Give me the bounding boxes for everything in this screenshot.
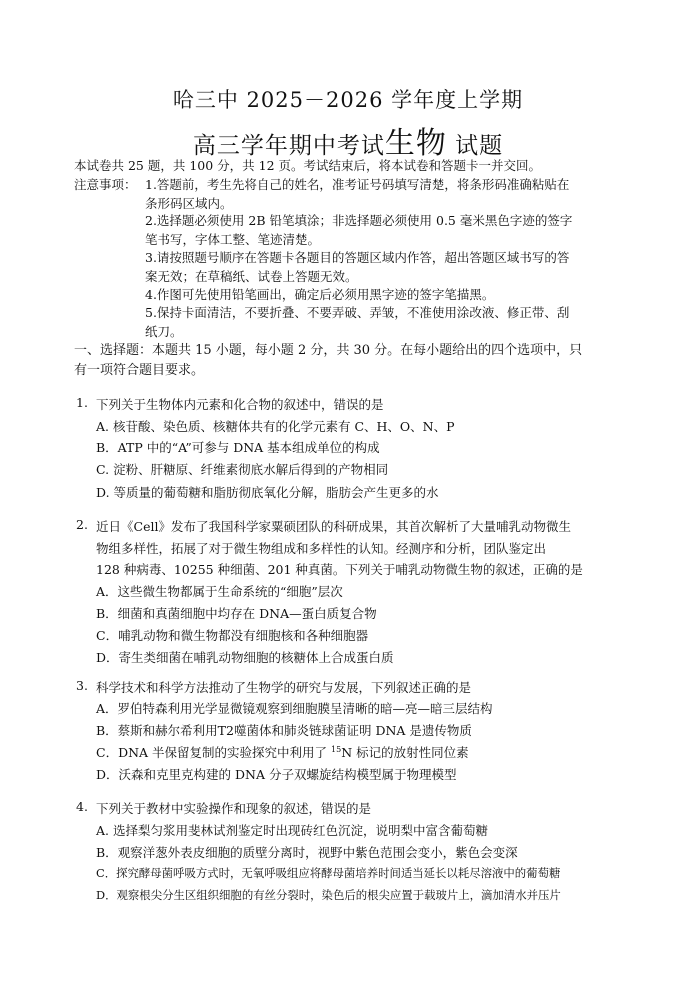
question-3-number: 3. <box>76 678 88 693</box>
question-3-option-d: D．沃森和克里克构建的 DNA 分子双螺旋结构模型属于物理模型 <box>96 767 457 782</box>
subtitle-part2: 试题 <box>446 133 504 159</box>
note-5-line2: 纸刀。 <box>145 324 183 339</box>
question-4-stem: 下列关于教材中实验操作和现象的叙述，错误的是 <box>96 801 372 816</box>
question-3-option-c-text-end: N 标记的放射性同位素 <box>341 745 469 760</box>
subject-name: 生物 <box>384 126 447 161</box>
section-heading-line2: 有一项符合题目要求。 <box>74 363 205 378</box>
question-2-option-c: C．哺乳动物和微生物都没有细胞核和各种细胞器 <box>96 628 369 643</box>
question-4-option-d: D．观察根尖分生区组织细胞的有丝分裂时，染色后的根尖应置于载玻片上，滴加清水并压片 <box>96 888 561 902</box>
note-2-line2: 笔书写，字体工整、笔迹清楚。 <box>145 232 321 247</box>
question-1-number: 1. <box>76 395 88 410</box>
exam-title: 哈三中 2025－2026 学年度上学期 <box>172 88 524 112</box>
question-4-option-a: A. 选择梨匀浆用斐林试剂鉴定时出现砖红色沉淀，说明梨中富含葡萄糖 <box>96 823 488 838</box>
notes-label: 注意事项： <box>74 177 137 192</box>
question-2-option-b: B．细菌和真菌细胞中均存在 DNA—蛋白质复合物 <box>96 606 377 621</box>
subtitle-part1: 高三学年期中考试 <box>192 133 385 159</box>
question-2-stem-line3: 128 种病毒、10255 种细菌、201 种真菌。下列关于哺乳动物微生物的叙述，正确的是 <box>96 562 583 577</box>
question-2-stem-line1: 近日《Cell》发布了我国科学家粟硕团队的科研成果，其首次解析了大量哺乳动物微生 <box>96 519 571 534</box>
question-1-option-c: C. 淀粉、肝糖原、纤维素彻底水解后得到的产物相同 <box>96 462 389 477</box>
note-4: 4.作图可先使用铅笔画出，确定后必须用黑字迹的签字笔描黑。 <box>145 287 495 302</box>
note-3-line1: 3.请按照题号顺序在答题卡各题目的答题区域内作答，超出答题区域书写的答 <box>145 250 570 265</box>
question-3-option-c-text: C．DNA 半保留复制的实验探究中利用了 <box>96 745 331 760</box>
note-3-line2: 案无效；在草稿纸、试卷上答题无效。 <box>145 269 358 284</box>
note-5-line1: 5.保持卡面清洁，不要折叠、不要弄破、弄皱，不准使用涂改液、修正带、刮 <box>145 305 570 320</box>
isotope-mass-number: 15 <box>331 745 342 754</box>
question-1-stem: 下列关于生物体内元素和化合物的叙述中，错误的是 <box>96 397 384 412</box>
question-3-option-b: B．蔡斯和赫尔希利用T2噬菌体和肺炎链球菌证明 DNA 是遗传物质 <box>96 723 472 738</box>
question-2-stem-line2: 物组多样性，拓展了对于微生物组成和多样性的认知。经测序和分析，团队鉴定出 <box>96 541 547 556</box>
note-1-line1: 1.答题前，考生先将自己的姓名，准考证号码填写清楚，将条形码准确粘贴在 <box>145 177 570 192</box>
question-3-option-a: A．罗伯特森利用光学显微镜观察到细胞膜呈清晰的暗—亮—暗三层结构 <box>96 701 493 716</box>
question-4-option-b: B．观察洋葱外表皮细胞的质壁分离时，视野中紫色范围会变小，紫色会变深 <box>96 845 518 860</box>
question-2-number: 2. <box>76 517 88 532</box>
question-2-option-a: A．这些微生物都属于生命系统的“细胞”层次 <box>96 584 343 599</box>
question-3-stem: 科学技术和科学方法推动了生物学的研究与发展，下列叙述正确的是 <box>96 680 472 695</box>
note-1-line2: 条形码区域内。 <box>145 196 233 211</box>
question-1-option-d: D. 等质量的葡萄糖和脂肪彻底氧化分解，脂肪会产生更多的水 <box>96 485 439 500</box>
question-4-number: 4. <box>76 799 88 814</box>
question-2-option-d: D．寄生类细菌在哺乳动物细胞的核糖体上合成蛋白质 <box>96 650 394 665</box>
section-heading-line1: 一、选择题：本题共 15 小题，每小题 2 分，共 30 分。在每小题给出的四个选项中，只 <box>74 343 583 358</box>
intro-text: 本试卷共 25 题，共 100 分，共 12 页。考试结束后，将本试卷和答题卡一并交回。 <box>74 158 542 173</box>
question-1-option-a: A. 核苷酸、染色质、核糖体共有的化学元素有 C、H、O、N、P <box>96 419 455 434</box>
question-4-option-c: C．探究酵母菌呼吸方式时，无氧呼吸组应将酵母菌培养时间适当延长以耗尽溶液中的葡萄糖 <box>96 866 561 880</box>
question-1-option-b: B．ATP 中的“A”可参与 DNA 基本组成单位的构成 <box>96 440 380 455</box>
note-2-line1: 2.选择题必须使用 2B 铅笔填涂；非选择题必须使用 0.5 毫米黑色字迹的签字 <box>145 213 573 228</box>
question-3-option-c <box>96 743 469 761</box>
